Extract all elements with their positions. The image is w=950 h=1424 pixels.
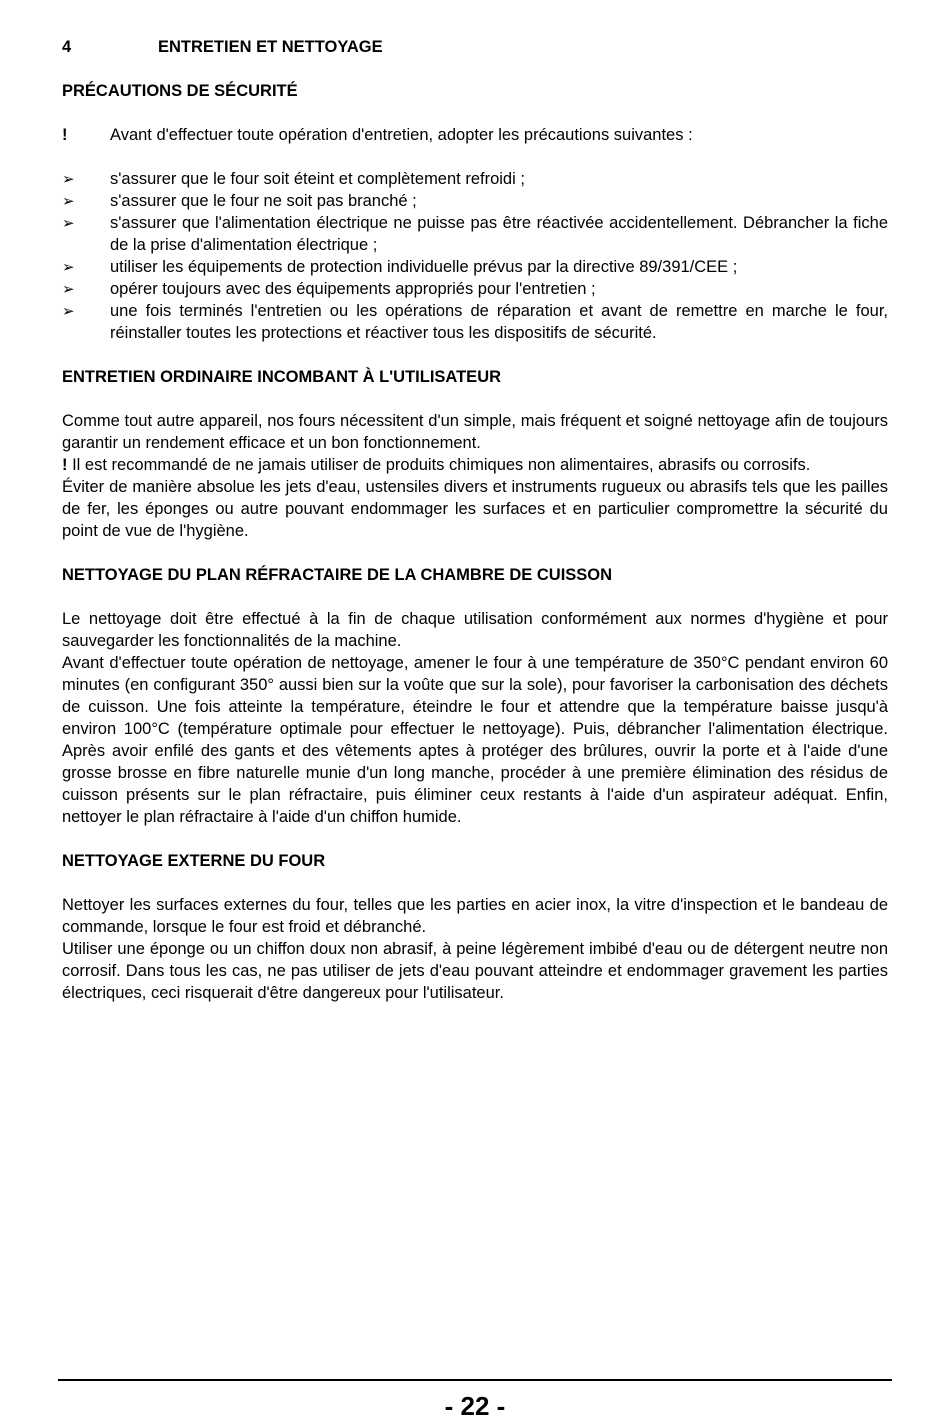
section-heading-refractory: NETTOYAGE DU PLAN RÉFRACTAIRE DE LA CHAMBRE DE CUISSON (62, 566, 613, 584)
external-paragraph-1: Nettoyer les surfaces externes du four, telles que les parties en acier inox, la vitre d'inspection et le bandeau de commande, lorsque le four est froid et débranché. (62, 896, 888, 936)
safety-intro (62, 124, 888, 146)
warning-mark-icon: ! (62, 456, 68, 474)
arrow-bullet-icon: ➢ (62, 280, 75, 298)
arrow-bullet-icon: ➢ (62, 214, 75, 232)
ordinary-paragraph-2: ! Il est recommandé de ne jamais utiliser de produits chimiques non alimentaires, abrasifs ou corrosifs. (62, 456, 811, 474)
list-item: ➢ une fois terminés l'entretien ou les opérations de réparation et avant de remettre en marche le four, réinstaller toutes les protections et réactiver tous les dispositifs de sécurité. (62, 302, 888, 342)
chapter-title: ENTRETIEN ET NETTOYAGE (158, 38, 383, 56)
warning-mark-icon: ! (62, 126, 68, 144)
list-item: ➢ utiliser les équipements de protection individuelle prévus par la directive 89/391/CEE ; (62, 258, 738, 276)
refractory-text (62, 608, 888, 828)
section-heading-external: NETTOYAGE EXTERNE DU FOUR (62, 852, 326, 870)
safety-list (62, 168, 888, 344)
list-item: ➢ opérer toujours avec des équipements appropriés pour l'entretien ; (62, 280, 596, 298)
arrow-bullet-icon: ➢ (62, 302, 75, 320)
section-heading-safety: PRÉCAUTIONS DE SÉCURITÉ (62, 82, 298, 100)
refractory-paragraph-1: Le nettoyage doit être effectué à la fin de chaque utilisation conformément aux normes d'hygiène et pour sauvegarder les fonctionnalités de la machine. (62, 610, 888, 650)
ordinary-paragraph-3: Éviter de manière absolue les jets d'eau, ustensiles divers et instruments rugueux ou abrasifs tels que les pailles de fer, les éponges ou autre pouvant endommager les surfaces et en particulier compromettre la sécurité du point de vue de l'hygiène. (62, 478, 888, 540)
chapter-heading (62, 36, 888, 58)
chapter-number: 4 (62, 38, 72, 56)
ordinary-text (62, 410, 888, 542)
safety-intro-text: Avant d'effectuer toute opération d'entretien, adopter les précautions suivantes : (110, 126, 693, 144)
list-item: ➢ s'assurer que le four ne soit pas branché ; (62, 192, 417, 210)
list-item: ➢ s'assurer que l'alimentation électrique ne puisse pas être réactivée accidentellement. Débrancher la fiche de la prise d'alimentation électrique ; (62, 214, 888, 254)
arrow-bullet-icon: ➢ (62, 258, 75, 276)
page-number: - 22 - (444, 1391, 506, 1421)
arrow-bullet-icon: ➢ (62, 192, 75, 210)
document-page (62, 36, 888, 1004)
list-item: ➢ s'assurer que le four soit éteint et complètement refroidi ; (62, 170, 525, 188)
ordinary-paragraph-1: Comme tout autre appareil, nos fours nécessitent d'un simple, mais fréquent et soigné nettoyage afin de toujours garantir un rendement efficace et un bon fonctionnement. (62, 412, 888, 452)
section-heading-ordinary: ENTRETIEN ORDINAIRE INCOMBANT À L'UTILISATEUR (62, 368, 502, 386)
external-text (62, 894, 888, 1004)
arrow-bullet-icon: ➢ (62, 170, 75, 188)
external-paragraph-2: Utiliser une éponge ou un chiffon doux non abrasif, à peine légèrement imbibé d'eau ou de détergent neutre non corrosif. Dans tous les cas, ne pas utiliser de jets d'eau pouvant atteindre et endommager gravement les parties électriques, ceci risquerait d'être dangereux pour l'utilisateur. (62, 940, 888, 1002)
refractory-paragraph-2: Avant d'effectuer toute opération de nettoyage, amener le four à une température de 350°C pendant environ 60 minutes (en configurant 350° aussi bien sur la voûte que sur la sole), pour favoriser la carbonisation des déchets de cuisson. Une fois atteinte la température, éteindre le four et attendre que la température baisse jusqu'à environ 100°C (température optimale pour effectuer le nettoyage). Puis, débrancher l'alimentation électrique. Après avoir enfilé des gants et des vêtements aptes à protéger des brûlures, ouvrir la porte et à l'aide d'une grosse brosse en fibre naturelle munie d'un long manche, procéder à une première élimination des résidus de cuisson présents sur le plan réfractaire, puis éliminer ceux restants à l'aide d'un aspirateur adéquat. Enfin, nettoyer le plan réfractaire à l'aide d'un chiffon humide. (62, 654, 888, 826)
footer-divider (58, 1379, 892, 1381)
